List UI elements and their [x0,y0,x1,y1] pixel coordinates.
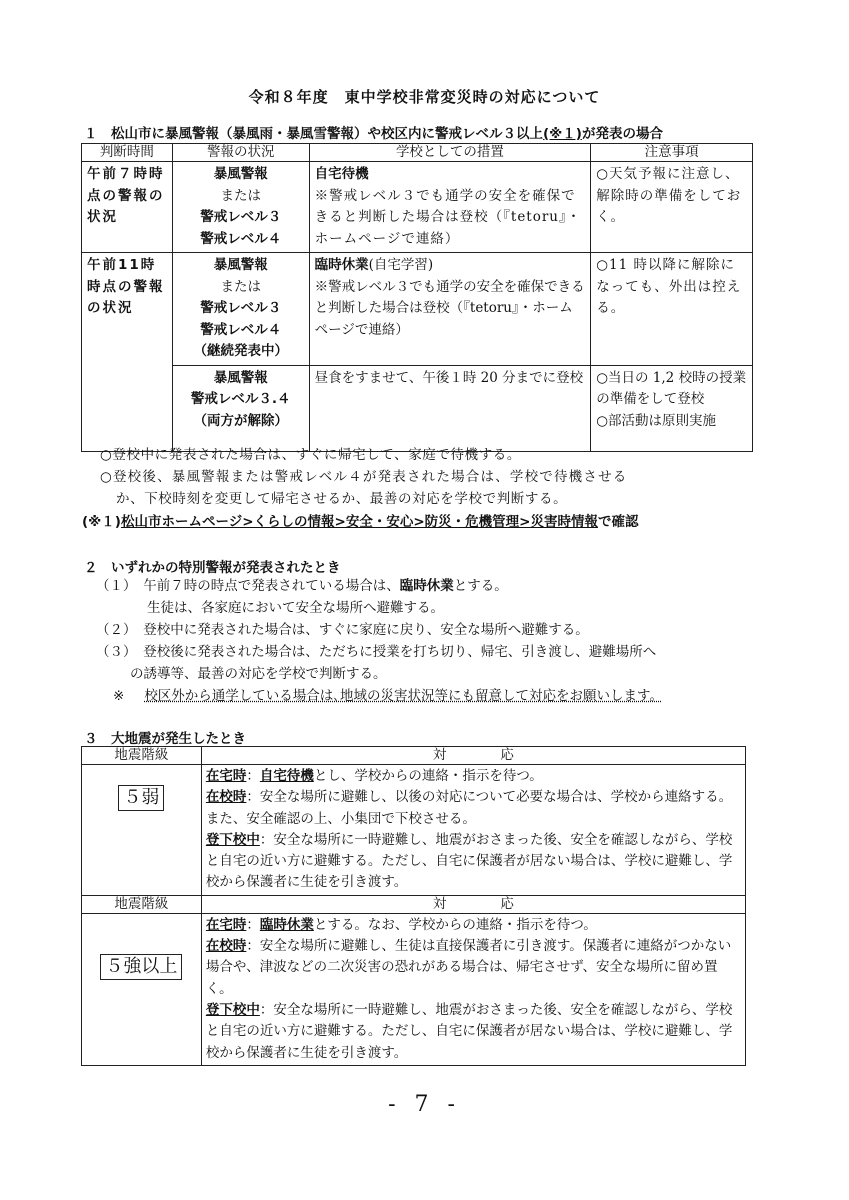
table-row [82,765,746,896]
table-row [82,365,753,451]
section-2-heading: ２ いずれかの特別警報が発表されたとき [84,560,341,576]
separator: ： [246,916,260,933]
measure-cell: 昼食をすませて、午後１時 20 分までに登校 [309,365,591,451]
status-cell [172,253,309,366]
status-line: 暴風警報 [213,166,268,182]
status-cell [172,365,309,451]
status-line: 警戒レベル３ [200,300,282,316]
special-item-3-line2: の誘導等、最善の対応を学校で判断する。 [130,666,387,682]
section-1-heading-suffix: が発表の場合 [581,126,663,142]
note-cell: ○11 時以降に解除になっても、外出は控える。 [591,253,753,366]
status-line: 暴風警報 [213,369,268,386]
special-item-1 [96,576,508,597]
section-1-heading-text: １ 松山市に暴風警報（暴風雨・暴風雪警報）や校区内に警戒レベル３以上 [84,126,543,142]
status-line: 警戒レベル３ [200,209,282,225]
measure-text: ※警戒レベル３でも通学の安全を確保できると判断した場合は登校（『tetoru』・ホームページで連絡） [314,187,582,247]
measure-cell [309,253,591,366]
school-label: 在校時 [205,938,247,955]
home-bold: 臨時休業 [259,916,314,933]
response-cell [201,913,745,1065]
note-line: ○部活動は原則実施 [596,412,717,429]
time-cell: 午前11時時点の警報の状況 [82,253,173,452]
school-text: ：安全な場所に避難し、生徒は直接保護者に引き渡す。保護者に連絡がつかない場合や、津波などの二次災害の恐れがある場合は、帰宅させず、安全な場所に留め置く。 [205,938,732,997]
commute-text: ：安全な場所に一時避難し、地震がおさまった後、安全を確認しながら、学校と自宅の近い方に避難する。ただし、自宅に保護者が居ない場合は、学校に避難し、学校から保護者に生徒を引き渡す。 [205,1001,733,1061]
reference-note [82,512,638,533]
section-1-heading [84,122,663,142]
header-level: 地震階級 [82,895,202,913]
header-level: 地震階級 [82,747,202,765]
home-text: とする。なお、学校からの連絡・指示を待つ。 [313,916,597,933]
note-cell [591,365,753,451]
level-5-lower: ５弱 [118,785,164,811]
home-label: 在宅時 [205,768,247,784]
remark-text: 校区外から通学している場合は､地域の災害状況等にも留意して対応をお願いします。 [144,688,663,704]
reference-suffix: で確認 [597,514,639,530]
earthquake-table-header [82,747,746,765]
earthquake-table-header [82,895,746,913]
status-line: （継続発表中） [193,343,288,359]
special-item-2: （２） 登校中に発表された場合は、すぐに家庭に戻り、安全な場所へ避難する。 [96,622,589,638]
status-cell [172,162,309,253]
section-1-heading-ref: (※１) [543,126,582,142]
special-remark [113,686,663,707]
note-after-arrival-cont: か、下校時刻を変更して帰宅させるか、最善の対応を学校で判断する。 [116,491,568,507]
commute-text: ：安全な場所に一時避難し、地震がおさまった後、安全を確認しながら、学校と自宅の近い方に避難する。ただし、自宅に保護者が居ない場合は、学校に避難し、学校から保護者に生徒を引き渡す。 [205,831,733,891]
warning-table-header [82,144,753,162]
status-line: 警戒レベル４ [200,230,282,247]
commute-label: 登下校中 [205,1001,260,1018]
remark-mark: ※ [113,688,125,704]
note-after-arrival: ○登校後、暴風警報または警戒レベル４が発表された場合は、学校で待機させる [100,469,628,485]
reference-path: 松山市ホームページ>くらしの情報>安全・安心>防災・危機管理> [120,514,531,530]
status-line: 暴風警報 [213,257,268,273]
table-row [82,162,753,253]
special-item-1-bold: 臨時休業 [399,578,454,594]
home-bold: 自宅待機 [259,768,314,784]
status-line: 警戒レベル３.４ [190,391,291,407]
table-row [82,253,753,366]
status-line: 警戒レベル４ [200,321,282,338]
reference-mark: (※１) [82,514,121,530]
note-line: ○当日の 1,2 校時の授業の準備をして登校 [596,369,747,407]
separator: ： [246,768,260,784]
header-status: 警報の状況 [172,144,309,162]
special-item-1-text: （１） 午前７時の時点で発表されている場合は、 [96,578,400,594]
home-text: とし、学校からの連絡・指示を待つ。 [313,768,543,784]
note-during-commute: ○登校中に発表された場合は、すぐに帰宅して、家庭で待機する。 [100,447,522,463]
status-line: または [220,187,261,204]
response-cell [201,765,745,896]
special-item-3: （３） 登校後に発表された場合は、ただちに授業を打ち切り、帰宅、引き渡し、避難場所へ [96,644,657,660]
note-cell: ○天気予報に注意し、解除時の準備をしておく。 [591,162,753,253]
header-response: 対 応 [201,895,745,913]
earthquake-table [81,746,746,1066]
measure-title: 自宅待機 [314,166,369,182]
header-notes: 注意事項 [591,144,753,162]
measure-cell [309,162,591,253]
school-label: 在校時 [205,789,247,806]
home-label: 在宅時 [205,916,247,933]
school-text: ：安全な場所に避難し、以後の対応について必要な場合は、学校から連絡する。また、安全確認の上、小集団で下校させる。 [205,789,733,827]
special-item-1-suffix: とする。 [453,578,508,594]
special-item-1-line2: 生徒は、各家庭において安全な場所へ避難する。 [147,600,444,616]
level-cell [82,765,202,896]
reference-link[interactable]: 災害時情報 [530,514,598,530]
table-row [82,913,746,1065]
measure-title: 臨時休業 [314,257,369,273]
header-time: 判断時間 [82,144,173,162]
commute-label: 登下校中 [205,831,260,848]
level-5-upper: ５強以上 [100,954,182,980]
measure-text: ※警戒レベル３でも通学の安全を確保できると判断した場合は登校（『tetoru』・ホームページで連絡） [314,278,585,338]
status-line: または [220,278,261,295]
level-cell [82,913,202,1065]
section-3-heading: ３ 大地震が発生したとき [84,731,246,747]
status-line: （両方が解除） [193,412,288,429]
header-measure: 学校としての措置 [309,144,591,162]
page-title: 令和８年度 東中学校非常変災時の対応について [248,88,601,106]
header-response: 対 応 [201,747,745,765]
page-number: - 7 - [388,1092,461,1117]
measure-paren: (自宅学習) [368,257,434,273]
warning-table [81,143,753,452]
time-cell: 午前７時時点の警報の状況 [82,162,173,253]
